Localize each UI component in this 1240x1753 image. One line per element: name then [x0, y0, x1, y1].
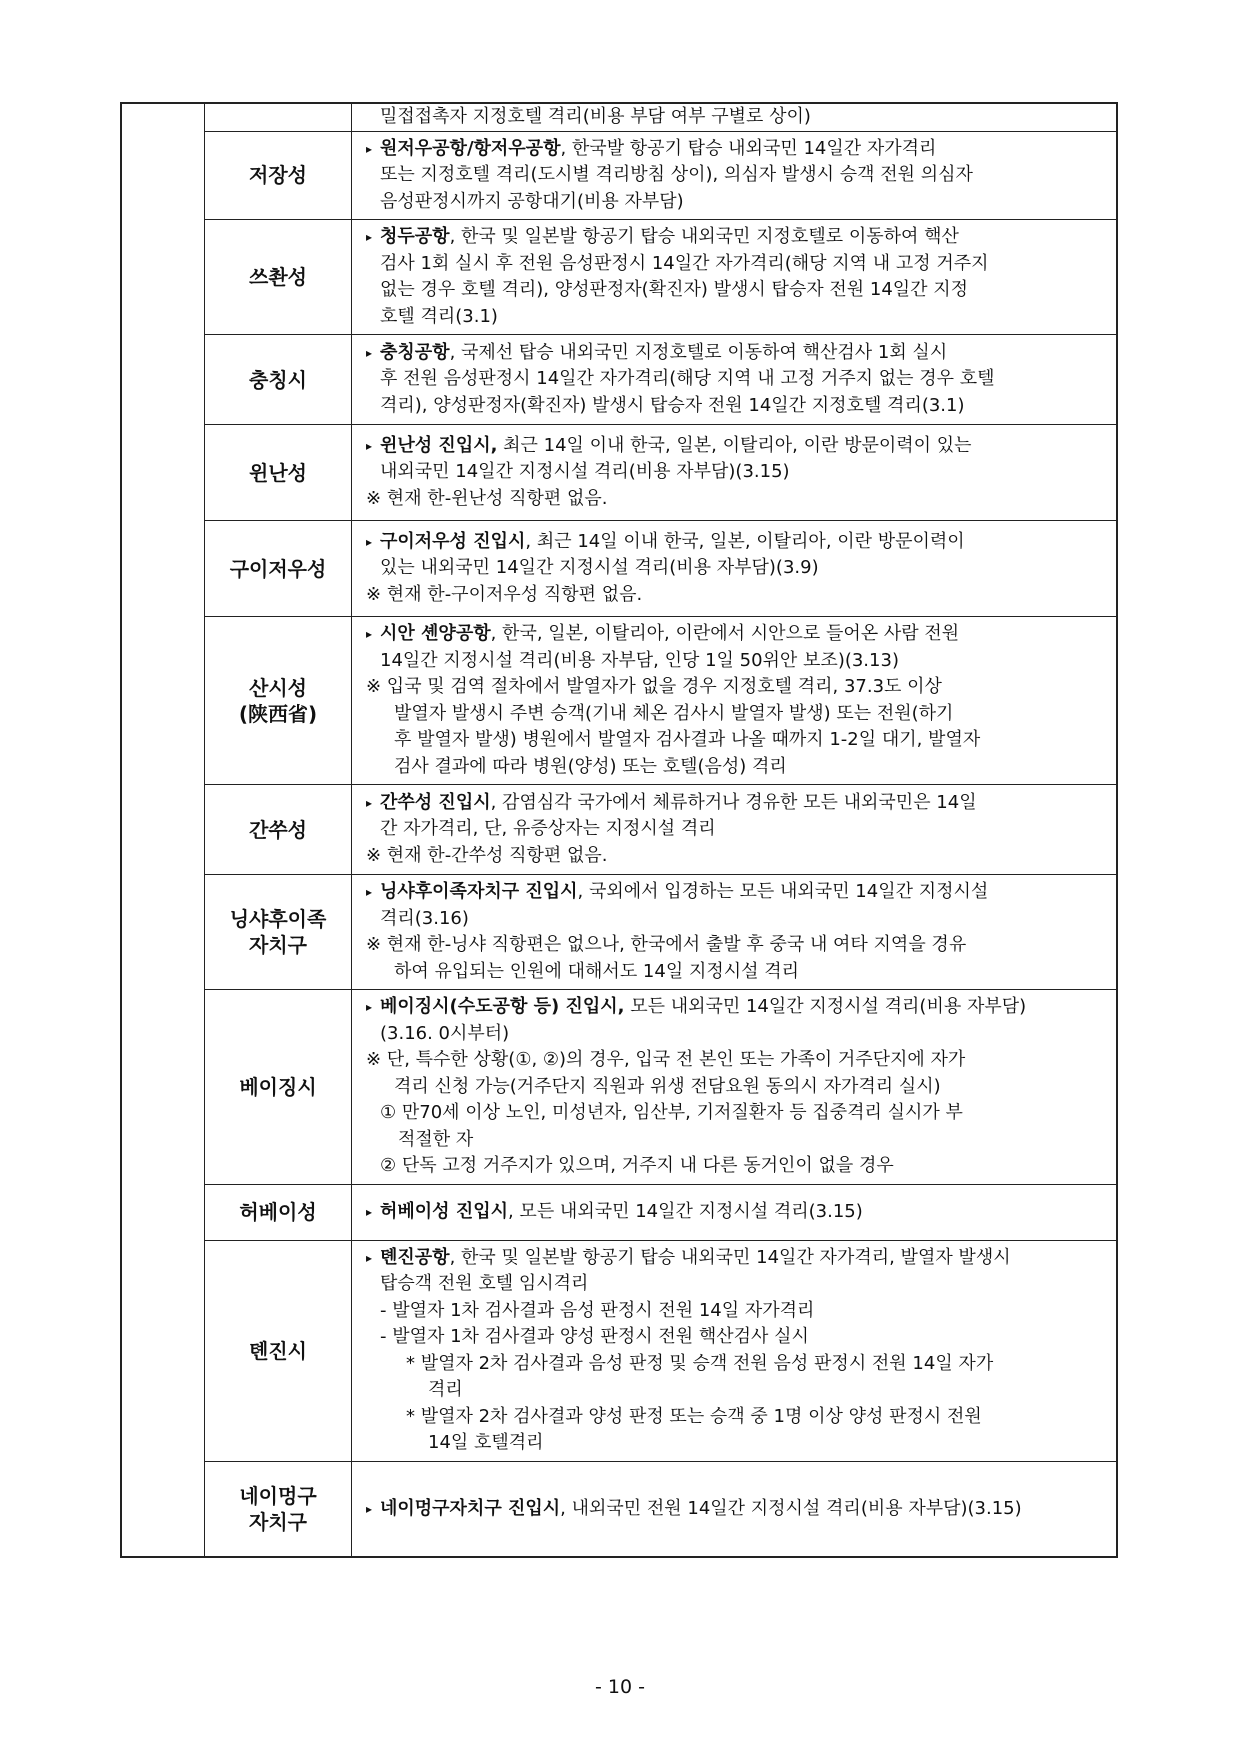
page-number: - 10 - [595, 1676, 645, 1698]
policy-line: ※ 단, 특수한 상황(①, ②)의 경우, 입국 전 본인 또는 가족이 거주단지에 자가 [366, 1049, 966, 1070]
policy-text: , 한국발 항공기 탑승 내외국민 14일간 자가격리 [560, 137, 937, 159]
policy-line: - 발열자 1차 검사결과 음성 판정시 전원 14일 자가격리 [380, 1299, 815, 1321]
policy-cell [352, 131, 1118, 220]
bullet-triangle-icon: ▸ [366, 534, 373, 549]
policy-heading: 청두공항 [380, 226, 450, 247]
policy-text: , 감염심각 국가에서 체류하거나 경유한 모든 내외국민은 14일 [490, 791, 977, 813]
region-name: 네이멍구 [239, 1483, 317, 1508]
region-name: 산시성 [249, 675, 307, 700]
bullet-triangle-icon: ▸ [366, 885, 373, 899]
policy-line: * 발열자 2차 검사결과 양성 판정 또는 승객 중 1명 이상 양성 판정시 전원 [406, 1405, 982, 1427]
bullet-triangle-icon: ▸ [366, 438, 373, 453]
policy-cell [352, 521, 1118, 617]
policy-line: ② 단독 고정 거주지가 있으며, 거주지 내 다른 동거인이 없을 경우 [380, 1155, 894, 1176]
policy-line [366, 136, 1106, 163]
policy-text: , 최근 14일 이내 한국, 일본, 이탈리아, 이란 방문이력이 [525, 530, 965, 552]
policy-line: 검사 1회 실시 후 전원 음성판정시 14일간 자가격리(해당 지역 내 고정 거주지 [380, 252, 989, 274]
policy-line [366, 340, 1106, 367]
policy-heading: 허베이성 진입시 [380, 1200, 508, 1222]
policy-line: 간 자가격리, 단, 유증상자는 지정시설 격리 [380, 818, 716, 840]
policy-line: ※ 입국 및 검역 절차에서 발열자가 없을 경우 지정호텔 격리, 37.3도 이상 [366, 676, 942, 697]
region-name: 윈난성 [249, 460, 307, 485]
table-row [121, 521, 1117, 617]
policy-text: , 내외국민 전원 14일간 지정시설 격리(비용 자부담)(3.15) [560, 1497, 1022, 1519]
blank-cell [121, 990, 205, 1185]
policy-line: 탑승객 전원 호텔 임시격리 [380, 1273, 589, 1294]
blank-cell [121, 131, 205, 220]
policy-line: 후 발열자 발생) 병원에서 발열자 검사결과 나올 때까지 1-2일 대기, 발열자 [394, 729, 981, 750]
policy-cell [352, 1461, 1118, 1557]
bullet-triangle-icon: ▸ [366, 627, 373, 641]
table-row [121, 875, 1117, 990]
table-row [121, 425, 1117, 521]
policy-line [366, 224, 1106, 251]
table-row [121, 617, 1117, 785]
region-name: 베이징시 [239, 1074, 317, 1099]
policy-cell [352, 220, 1118, 335]
table-row [121, 335, 1117, 425]
blank-cell [121, 103, 205, 131]
policy-heading: 윈난성 진입시, [380, 434, 498, 456]
policy-text: 최근 14일 이내 한국, 일본, 이탈리아, 이란 방문이력이 있는 [497, 434, 972, 456]
region-cell [205, 521, 352, 617]
table-row [121, 1461, 1117, 1557]
policy-cell [352, 875, 1118, 990]
blank-cell [121, 1461, 205, 1557]
bullet-triangle-icon: ▸ [366, 345, 373, 360]
policy-line: * 발열자 2차 검사결과 음성 판정 및 승객 전원 음성 판정시 전원 14일 자가 [406, 1352, 994, 1374]
policy-line: 격리(3.16) [380, 907, 469, 929]
policy-text: , 한국 및 일본발 항공기 탑승 내외국민 14일간 자가격리, 발열자 발생시 [449, 1246, 1011, 1268]
policy-heading: 간쑤성 진입시 [380, 791, 491, 813]
region-cell [205, 103, 352, 131]
policy-cell [352, 1240, 1118, 1461]
region-name-line2: 자치구 [249, 1509, 307, 1534]
policy-line: ※ 현재 한-구이저우성 직항편 없음. [366, 583, 643, 605]
policy-line [366, 1496, 1106, 1523]
policy-text: , 한국 및 일본발 항공기 탑승 내외국민 지정호텔로 이동하여 핵산 [449, 226, 959, 247]
policy-line [366, 994, 1106, 1021]
policy-line: 검사 결과에 따라 병원(양성) 또는 호텔(음성) 격리 [394, 755, 787, 777]
region-cell [205, 785, 352, 875]
blank-cell [121, 220, 205, 335]
blank-cell [121, 1184, 205, 1240]
policy-line: 발열자 발생시 주변 승객(기내 체온 검사시 발열자 발생) 또는 전원(하기 [394, 702, 954, 724]
policy-line: 내외국민 14일간 지정시설 격리(비용 자부담)(3.15) [380, 461, 790, 483]
region-name: 허베이성 [239, 1200, 317, 1224]
policy-cell [352, 335, 1118, 425]
policy-line: 격리 신청 가능(거주단지 직원과 위생 전담요원 동의시 자가격리 실시) [394, 1075, 941, 1097]
policy-text: 모든 내외국민 14일간 지정시설 격리(비용 자부담) [624, 996, 1027, 1017]
policy-line: - 발열자 1차 검사결과 양성 판정시 전원 핵산검사 실시 [380, 1326, 809, 1347]
policy-line [366, 621, 1106, 648]
policy-heading: 시안 셴양공항 [380, 623, 491, 644]
policy-line: 없는 경우 호텔 격리), 양성판정자(확진자) 발생시 탑승자 전원 14일간 지정 [380, 279, 969, 300]
region-cell [205, 131, 352, 220]
bullet-triangle-icon: ▸ [366, 1501, 373, 1516]
policy-line [366, 1199, 1106, 1226]
policy-cell [352, 785, 1118, 875]
region-cell [205, 425, 352, 521]
policy-line: (3.16. 0시부터) [380, 1022, 510, 1044]
region-name: 닝샤후이족 [229, 907, 327, 931]
policy-text: , 국외에서 입경하는 모든 내외국민 14일간 지정시설 [577, 881, 989, 902]
region-name: 톈진시 [249, 1338, 307, 1363]
bullet-triangle-icon: ▸ [366, 1000, 373, 1014]
policy-line [366, 790, 1106, 817]
policy-line [366, 433, 1106, 460]
policy-text: , 한국, 일본, 이탈리아, 이란에서 시안으로 들어온 사람 전원 [490, 623, 960, 644]
bullet-triangle-icon: ▸ [366, 230, 373, 244]
bullet-triangle-icon: ▸ [366, 1204, 373, 1219]
policy-line: 호텔 격리(3.1) [380, 305, 498, 327]
quarantine-table [120, 102, 1118, 1558]
policy-line: 음성판정시까지 공항대기(비용 자부담) [380, 190, 684, 212]
policy-line: 있는 내외국민 14일간 지정시설 격리(비용 자부담)(3.9) [380, 557, 819, 579]
table-row [121, 1240, 1117, 1461]
policy-cell [352, 990, 1118, 1185]
policy-line: 14일간 지정시설 격리(비용 자부담, 인당 1일 50위안 보조)(3.13) [380, 649, 899, 671]
policy-line: ① 만70세 이상 노인, 미성년자, 임산부, 기저질환자 등 집중격리 실시가 부 [380, 1102, 963, 1123]
policy-heading: 구이저우성 진입시 [380, 530, 526, 552]
blank-cell [121, 1240, 205, 1461]
policy-line: 하여 유입되는 인원에 대해서도 14일 지정시설 격리 [394, 960, 799, 982]
policy-line: 격리), 양성판정자(확진자) 발생시 탑승자 전원 14일간 지정호텔 격리(3.1) [380, 394, 965, 416]
policy-line: 격리 [428, 1379, 463, 1400]
bullet-triangle-icon: ▸ [366, 1250, 373, 1265]
policy-line [366, 1245, 1106, 1272]
policy-cell [352, 617, 1118, 785]
policy-cell [352, 1184, 1118, 1240]
region-name: 간쑤성 [249, 817, 307, 842]
blank-cell [121, 335, 205, 425]
policy-line: 밀접접촉자 지정호텔 격리(비용 부담 여부 구별로 상이) [380, 106, 811, 127]
policy-heading: 닝샤후이족자치구 진입시 [380, 881, 578, 902]
region-cell [205, 335, 352, 425]
table-row [121, 220, 1117, 335]
policy-line: 14일 호텔격리 [428, 1432, 544, 1453]
region-name-line2: 자치구 [249, 933, 307, 957]
policy-line: ※ 현재 한-윈난성 직항편 없음. [366, 487, 608, 509]
policy-cell [352, 103, 1118, 131]
policy-text: , 국제선 탑승 내외국민 지정호텔로 이동하여 핵산검사 1회 실시 [449, 341, 948, 363]
policy-line: ※ 현재 한-닝샤 직항편은 없으나, 한국에서 출발 후 중국 내 여타 지역을 경유 [366, 934, 967, 955]
policy-line: 적절한 자 [398, 1128, 474, 1150]
table-row [121, 131, 1117, 220]
policy-text: , 모든 내외국민 14일간 지정시설 격리(3.15) [507, 1200, 863, 1222]
blank-cell [121, 617, 205, 785]
policy-line [366, 529, 1106, 556]
bullet-triangle-icon: ▸ [366, 795, 373, 810]
policy-line: ※ 현재 한-간쑤성 직항편 없음. [366, 844, 608, 866]
region-name: 쓰촨성 [249, 265, 307, 289]
blank-cell [121, 521, 205, 617]
bullet-triangle-icon: ▸ [366, 141, 373, 156]
table-row [121, 990, 1117, 1185]
region-name: 충칭시 [249, 367, 307, 392]
region-name: 구이저우성 [229, 556, 327, 581]
region-cell [205, 1461, 352, 1557]
policy-line [366, 879, 1106, 906]
policy-heading: 충칭공항 [380, 341, 450, 363]
blank-cell [121, 785, 205, 875]
policy-heading: 네이멍구자치구 진입시 [380, 1497, 561, 1519]
policy-heading: 원저우공항/항저우공항 [380, 137, 561, 159]
region-name-line2: (陕西省) [238, 701, 318, 726]
policy-heading: 톈진공항 [380, 1246, 450, 1268]
policy-cell [352, 425, 1118, 521]
blank-cell [121, 425, 205, 521]
table-row [121, 1184, 1117, 1240]
table-row [121, 103, 1117, 131]
policy-line: 또는 지정호텔 격리(도시별 격리방침 상이), 의심자 발생시 승객 전원 의심자 [380, 164, 973, 185]
region-cell [205, 617, 352, 785]
region-cell [205, 1240, 352, 1461]
region-cell [205, 990, 352, 1185]
blank-cell [121, 875, 205, 990]
policy-line: 후 전원 음성판정시 14일간 자가격리(해당 지역 내 고정 거주지 없는 경우 호텔 [380, 368, 995, 390]
table-row [121, 785, 1117, 875]
region-cell [205, 220, 352, 335]
policy-heading: 베이징시(수도공항 등) 진입시, [380, 996, 625, 1017]
region-cell [205, 1184, 352, 1240]
region-name: 저장성 [249, 163, 307, 188]
region-cell [205, 875, 352, 990]
